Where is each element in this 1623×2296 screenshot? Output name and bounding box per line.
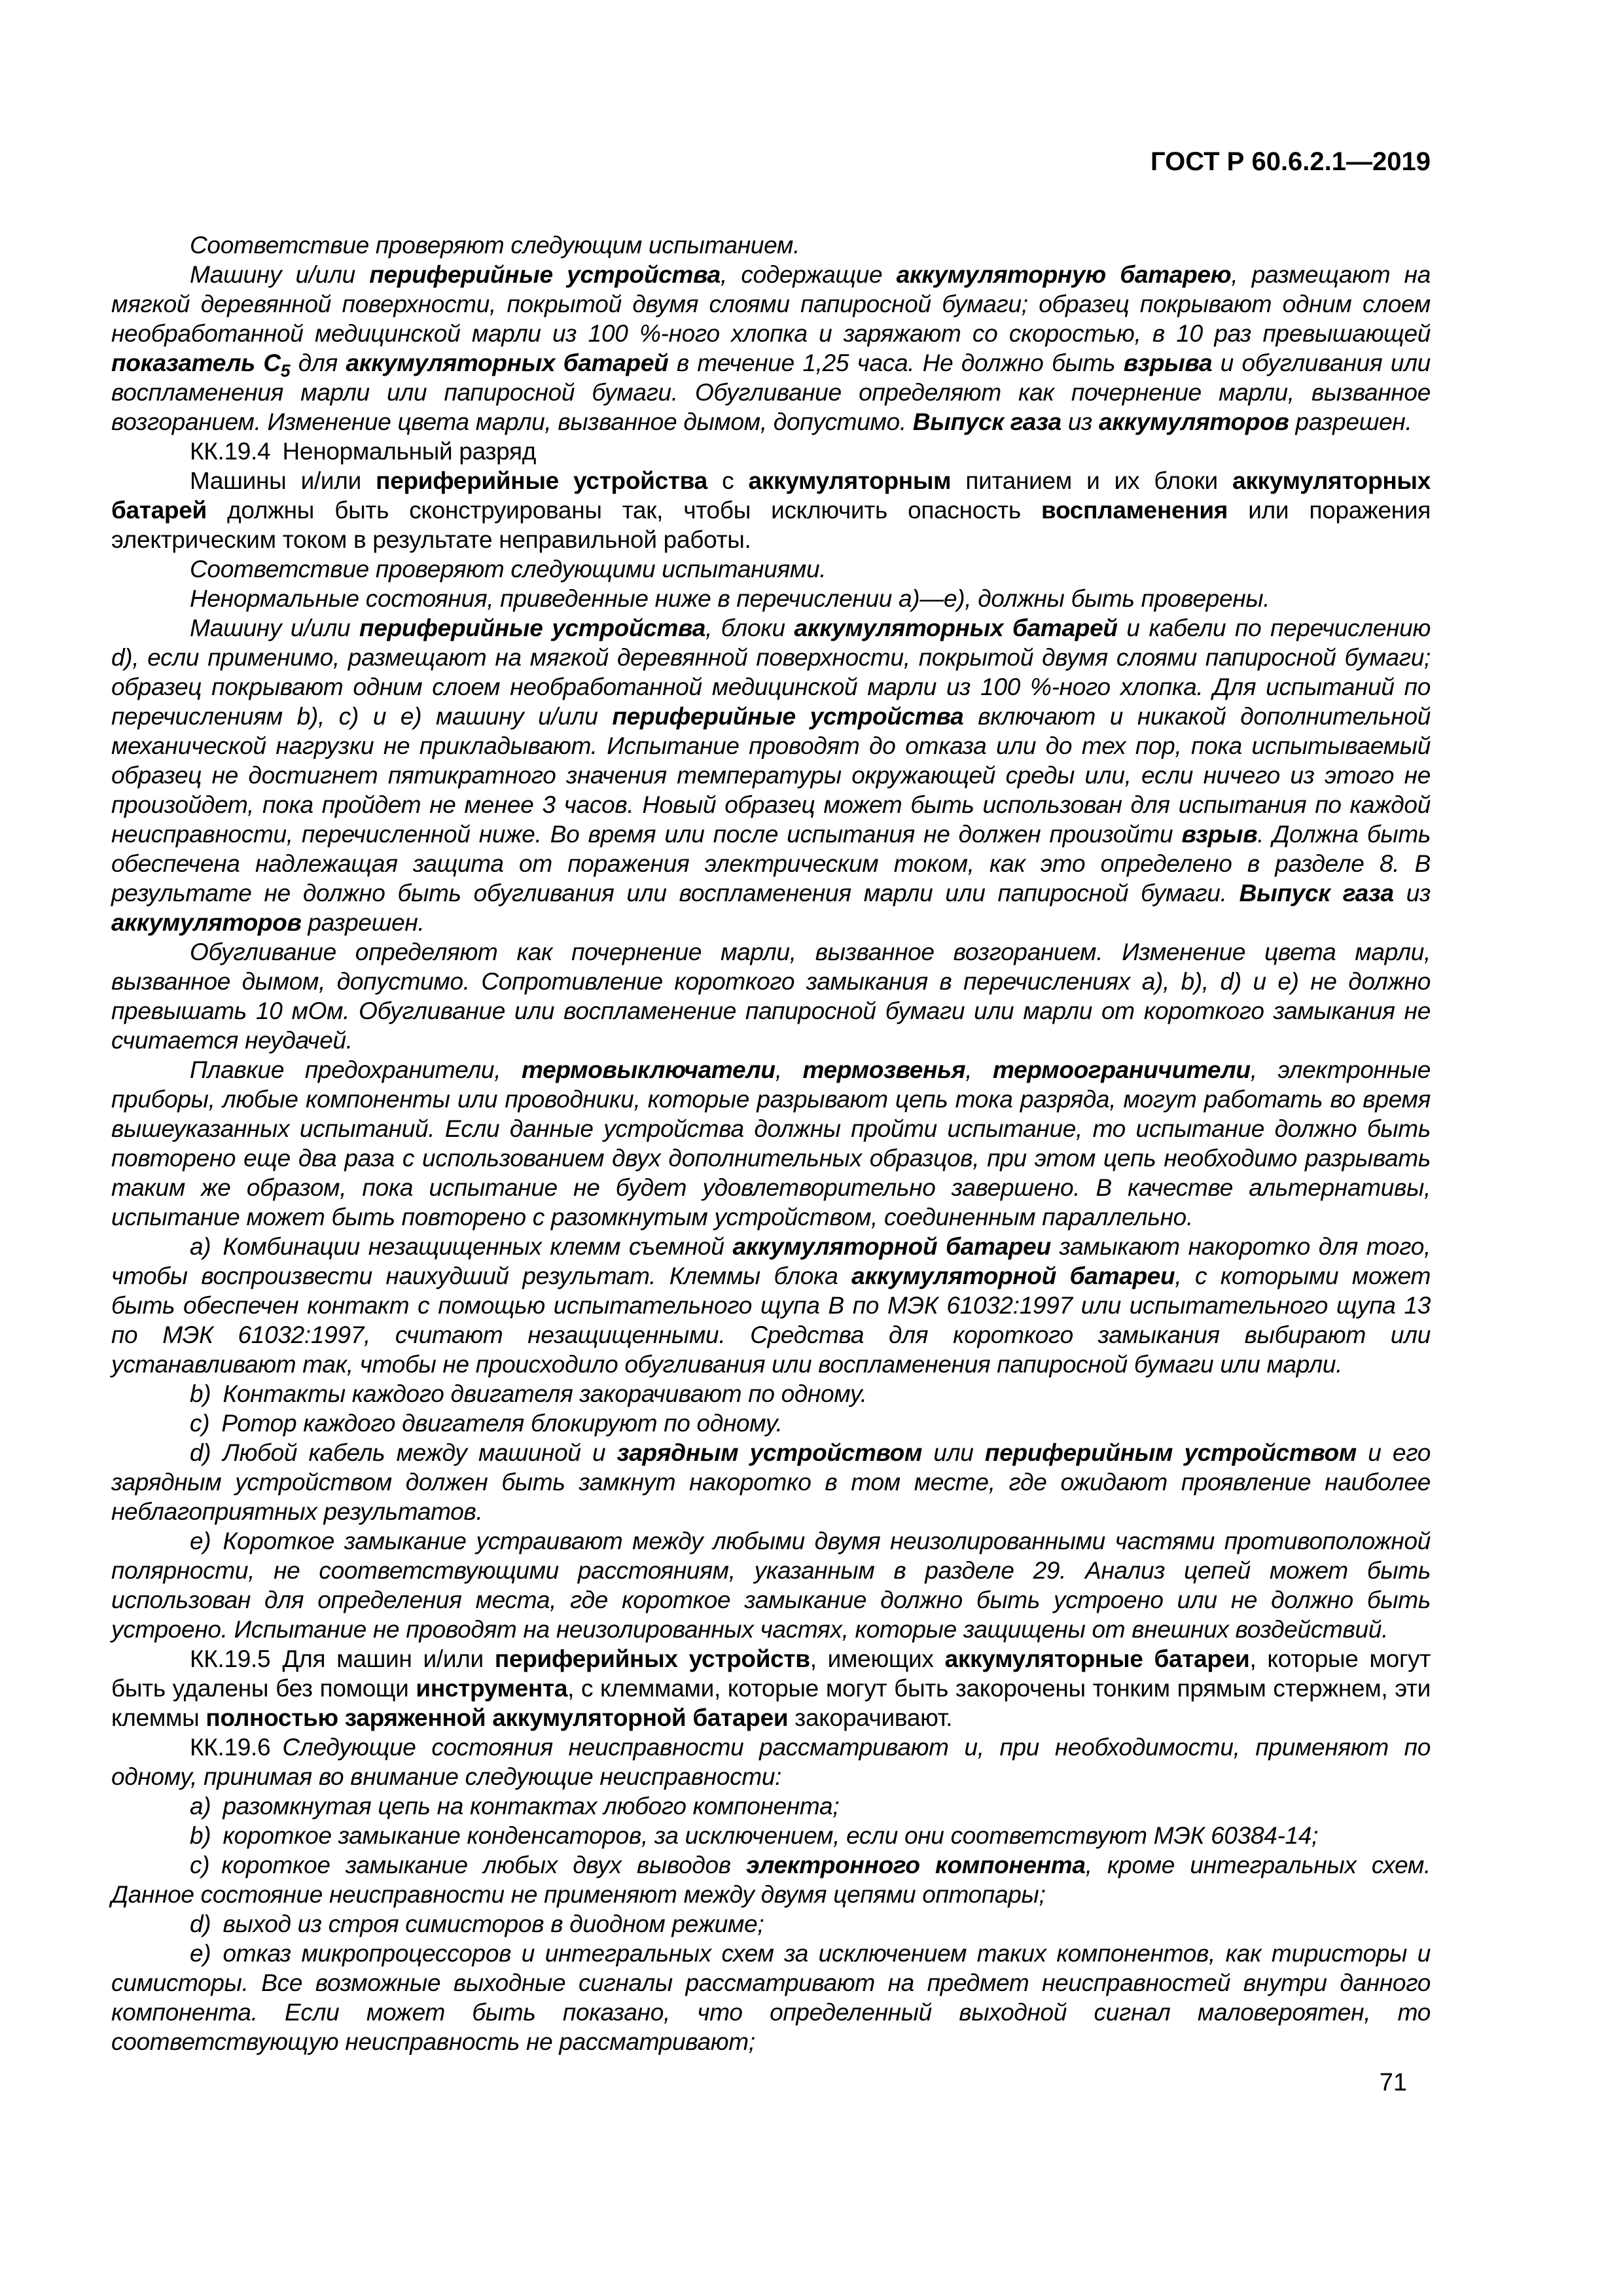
term-emphasis: инструмента: [416, 1675, 568, 1702]
paragraph: [111, 1732, 1431, 1791]
text-run: d) выход из строя симисторов в диодном режиме;: [190, 1910, 764, 1937]
term-emphasis: полностью заряженной аккумуляторной батареи: [205, 1704, 789, 1731]
text-run: , с клеммами, которые могут быть закорочены тонким прямым стержнем, эти клеммы: [111, 1675, 1431, 1731]
paragraph: [111, 1791, 1431, 1821]
term-emphasis: аккумуляторных батарей: [111, 467, 1431, 524]
paragraph: [111, 1408, 1431, 1438]
term-emphasis: периферийные устройства: [376, 467, 707, 494]
text-run: должны быть сконструированы так, чтобы исключить опасность: [206, 497, 1042, 524]
text-run: КК.19.6: [190, 1734, 283, 1761]
term-emphasis: показатель С: [111, 350, 281, 376]
paragraph: [111, 1939, 1431, 2056]
text-run: и обугливания или воспламенения марли или папиросной бумаги. Обугливание определяют как почернение марли, вызванное возгоранием. Изменение цвета марли, вызванное дымом, допустимо.: [111, 350, 1431, 435]
text-run: Плавкие предохранители,: [190, 1056, 522, 1083]
text-run: Ненормальные состояния, приведенные ниже в перечислении a)—e), должны быть проверены.: [190, 585, 1270, 612]
text-run: , с которыми может быть обеспечен контакт с помощью испытательного щупа B по МЭК 61032:1997 или испытательного щупа 13 по МЭК 61032:1997, считают незащищенными. Средства для короткого замыкания выбирают или устанавливают так, чтобы не происходило обугливания или воспламенения папиросной бумаги или марли.: [111, 1263, 1431, 1378]
paragraph: [111, 584, 1431, 613]
text-run: питанием и их блоки: [951, 467, 1233, 494]
text-run: c) короткое замыкание любых двух выводов: [190, 1852, 747, 1878]
text-run: , кроме интегральных схем. Данное состояние неисправности не применяют между двумя цепями оптопары;: [111, 1852, 1431, 1908]
text-run: закорачивают.: [788, 1704, 953, 1731]
text-run: , содержащие: [720, 261, 897, 288]
text-run: КК.19.4 Ненормальный разряд: [190, 438, 537, 465]
term-emphasis: Выпуск газа: [912, 408, 1061, 435]
text-run: Соответствие проверяют следующим испытанием.: [190, 232, 800, 259]
text-run: b) короткое замыкание конденсаторов, за исключением, если они соответствуют МЭК 60384-14;: [190, 1822, 1319, 1849]
term-emphasis: взрыв: [1181, 821, 1258, 848]
text-run: для: [290, 350, 346, 376]
text-run: c) Ротор каждого двигателя блокируют по одному.: [190, 1410, 783, 1437]
paragraph: [111, 1055, 1431, 1232]
term-emphasis: взрыва: [1123, 350, 1213, 376]
text-run: a) Комбинации незащищенных клемм съемной: [190, 1233, 733, 1260]
paragraph: [111, 1850, 1431, 1909]
paragraph: [111, 466, 1431, 554]
document-body: [111, 230, 1431, 2056]
text-run: . Должна быть обеспечена надлежащая защита от поражения электрическим током, как это определено в разделе 8. В результате не должно быть обугливания или воспламенения марли или папиросной бумаги.: [111, 821, 1431, 906]
text-run: b) Контакты каждого двигателя закорачивают по одному.: [190, 1380, 867, 1407]
text-run: КК.19.5 Для машин и/или: [190, 1645, 495, 1672]
paragraph: [111, 437, 1431, 466]
term-emphasis: зарядным устройством: [616, 1439, 923, 1466]
term-emphasis: 5: [280, 361, 291, 381]
term-emphasis: аккумуляторную батарею: [896, 261, 1232, 288]
text-run: ,: [965, 1056, 993, 1083]
paragraph: [111, 260, 1431, 437]
text-run: и кабели по перечислению d), если применимо, размещают на мягкой деревянной поверхности, покрытой двумя слоями папиросной бумаги; образец покрывают одним слоем необработанной медицинской марли из 100 %-ного хлопка. Для испытаний по перечислениям b), c) и e) машину и/или: [111, 615, 1431, 730]
text-run: замыкают накоротко для того, чтобы воспроизвести наихудший результат. Клеммы блока: [111, 1233, 1431, 1289]
page-number: 71: [1379, 2069, 1407, 2096]
term-emphasis: термоограничители: [993, 1056, 1251, 1083]
text-run: Машину и/или: [190, 615, 360, 641]
term-emphasis: аккумуляторных батарей: [794, 615, 1118, 641]
term-emphasis: аккумуляторных батарей: [346, 350, 669, 376]
term-emphasis: аккумуляторной батареи: [851, 1263, 1175, 1289]
term-emphasis: периферийные устройства: [369, 261, 721, 288]
text-run: , блоки: [705, 615, 794, 641]
text-run: с: [707, 467, 749, 494]
term-emphasis: воспламенения: [1041, 497, 1228, 524]
text-run: Соответствие проверяют следующими испытаниями.: [190, 556, 827, 583]
term-emphasis: периферийным устройством: [984, 1439, 1357, 1466]
term-emphasis: аккумуляторов: [1099, 408, 1289, 435]
text-run: , имеющих: [810, 1645, 945, 1672]
term-emphasis: Выпуск газа: [1239, 880, 1394, 906]
term-emphasis: термовыключатели: [521, 1056, 776, 1083]
text-run: или: [922, 1439, 985, 1466]
text-run: из: [1393, 880, 1431, 906]
text-run: разрешен.: [301, 909, 425, 936]
text-run: d) Любой кабель между машиной и: [190, 1439, 617, 1466]
text-run: e) Короткое замыкание устраивают между любыми двумя неизолированными частями противоположной полярности, не соответствующими расстояниям, указанным в разделе 29. Анализ цепей может быть использован для определения места, где короткое замыкание должно быть устроено или не должно быть устроено. Испытание не проводят на неизолированных частях, которые защищены от внешних воздействий.: [111, 1528, 1431, 1643]
term-emphasis: периферийные устройства: [612, 703, 964, 730]
text-run: , электронные приборы, любые компоненты или проводники, которые разрывают цепь тока разряда, могут работать во время вышеуказанных испытаний. Если данные устройства должны пройти испытание, то испытание должно быть повторено еще два раза с использованием двух дополнительных образцов, при этом цепь необходимо разрывать таким же образом, пока испытание не будет удовлетворительно завершено. В качестве альтернативы, испытание может быть повторено с разомкнутым устройством, соединенным параллельно.: [111, 1056, 1431, 1230]
document-number: ГОСТ Р 60.6.2.1—2019: [1150, 147, 1431, 176]
paragraph: [111, 1379, 1431, 1408]
text-run: ,: [775, 1056, 803, 1083]
term-emphasis: аккумуляторов: [111, 909, 302, 936]
paragraph: [111, 1909, 1431, 1939]
paragraph: [111, 554, 1431, 584]
text-run: и его зарядным устройством должен быть замкнут накоротко в том месте, где ожидают проявление наиболее неблагоприятных результатов.: [111, 1439, 1431, 1525]
paragraph: [111, 230, 1431, 260]
text-run: e) отказ микропроцессоров и интегральных схем за исключением таких компонентов, как тиристоры и симисторы. Все возможные выходные сигналы рассматривают на предмет неисправностей внутри данного компонента. Если может быть показано, что определенный выходной сигнал маловероятен, то соответствующую неисправность не рассматривают;: [111, 1940, 1431, 2055]
term-emphasis: периферийные устройства: [359, 615, 705, 641]
term-emphasis: аккумуляторным: [748, 467, 952, 494]
text-run: включают и никакой дополнительной механической нагрузки не прикладывают. Испытание проводят до отказа или до тех пор, пока испытываемый образец не достигнет пятикратного значения температуры окружающей среды или, если ничего из этого не произойдет, пока пройдет не менее 3 часов. Новый образец может быть использован для испытания по каждой неисправности, перечисленной ниже. Во время или после испытания не должен произойти: [111, 703, 1431, 848]
text-run: a) разомкнутая цепь на контактах любого компонента;: [190, 1793, 840, 1820]
term-emphasis: периферийных устройств: [494, 1645, 810, 1672]
paragraph: [111, 1644, 1431, 1732]
paragraph: [111, 937, 1431, 1055]
paragraph: [111, 613, 1431, 937]
paragraph: [111, 1438, 1431, 1526]
paragraph: [111, 1232, 1431, 1379]
text-run: из: [1061, 408, 1099, 435]
term-emphasis: термозвенья: [802, 1056, 966, 1083]
text-run: или поражения электрическим током в результате неправильной работы.: [111, 497, 1431, 553]
term-emphasis: электронного компонента: [746, 1852, 1086, 1878]
text-run: , которые могут быть удалены без помощи: [111, 1645, 1431, 1702]
text-run: Машину и/или: [190, 261, 370, 288]
text-run: , размещают на мягкой деревянной поверхности, покрытой двумя слоями папиросной бумаги; образец покрывают одним слоем необработанной медицинской марли из 100 %-ного хлопка и заряжают со скоростью, в 10 раз превышающей: [111, 261, 1431, 347]
term-emphasis: аккумуляторной батареи: [732, 1233, 1051, 1260]
text-run: Машины и/или: [190, 467, 376, 494]
paragraph: [111, 1526, 1431, 1644]
text-run: Обугливание определяют как почернение марли, вызванное возгоранием. Изменение цвета марли, вызванное дымом, допустимо. Сопротивление короткого замыкания в перечислениях a), b), d) и e) не должно превышать 10 мОм. Обугливание или воспламенение папиросной бумаги или марли от короткого замыкания не считается неудачей.: [111, 939, 1431, 1054]
term-emphasis: аккумуляторные батареи: [944, 1645, 1250, 1672]
paragraph: [111, 1821, 1431, 1850]
text-run: разрешен.: [1289, 408, 1412, 435]
text-run: Следующие состояния неисправности рассматривают и, при необходимости, применяют по одному, принимая во внимание следующие неисправности:: [111, 1734, 1431, 1790]
text-run: в течение 1,25 часа. Не должно быть: [668, 350, 1124, 376]
